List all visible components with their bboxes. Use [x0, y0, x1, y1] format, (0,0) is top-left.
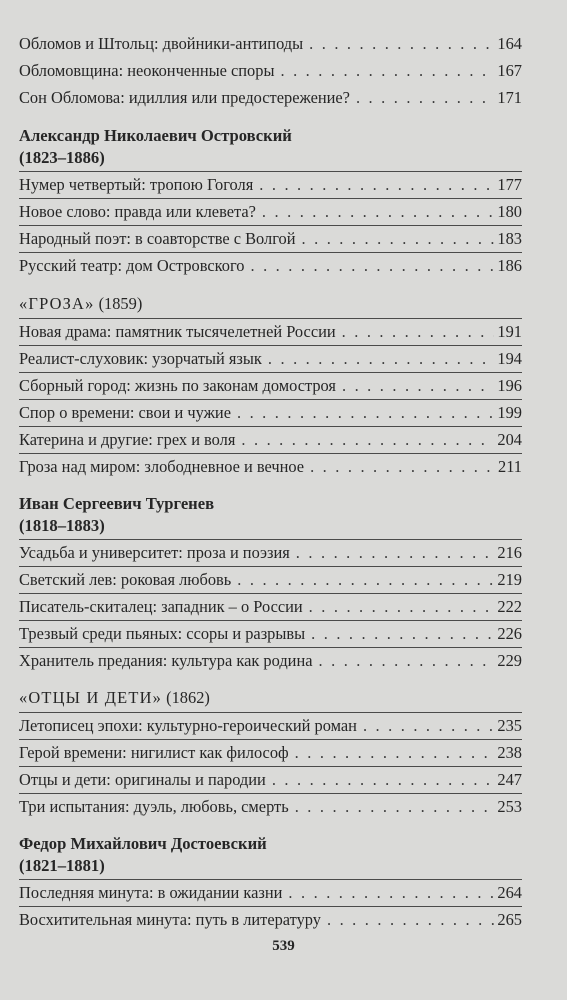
- entry-title: Народный поэт: в соавторстве с Волгой: [19, 229, 296, 248]
- entry-page: 219: [497, 570, 522, 589]
- entry-title: Восхитительная минута: путь в литературу: [19, 910, 321, 929]
- toc-entry[interactable]: [19, 621, 522, 647]
- dot-leader: [268, 346, 495, 372]
- entry-title: Гроза над миром: злободневное и вечное: [19, 457, 305, 476]
- toc-entry[interactable]: [19, 907, 522, 933]
- entry-title: Новое слово: правда или клевета?: [19, 202, 256, 221]
- dot-leader: [342, 373, 494, 399]
- entry-title: Сон Обломова: идиллия или предостережение?: [19, 88, 350, 107]
- entry-page: 222: [497, 597, 522, 616]
- toc-entry[interactable]: [19, 594, 522, 620]
- entry-title: Хранитель предания: культура как родина: [19, 651, 313, 670]
- entry-page: 229: [497, 651, 522, 670]
- toc-entry[interactable]: [19, 253, 522, 279]
- entry-page: 204: [497, 430, 522, 449]
- work-year: (1859): [98, 294, 143, 313]
- author-name: Иван Сергеевич Тургенев: [19, 494, 215, 513]
- work-heading: [19, 685, 522, 711]
- toc-entry[interactable]: [19, 740, 522, 766]
- entry-title: Летописец эпохи: культурно-героический роман: [19, 716, 357, 735]
- toc-entry[interactable]: [19, 58, 522, 84]
- dot-leader: [262, 199, 495, 225]
- entry-page: 194: [497, 349, 522, 368]
- entry-title: Новая драма: памятник тысячелетней России: [19, 322, 336, 341]
- toc-entry[interactable]: [19, 172, 522, 198]
- toc-entry[interactable]: [19, 373, 522, 399]
- entry-page: 253: [497, 797, 522, 816]
- dot-leader: [296, 540, 495, 566]
- entry-title: Писатель-скиталец: западник – о России: [19, 597, 303, 616]
- dot-leader: [342, 319, 495, 345]
- entry-page: 177: [497, 175, 522, 194]
- dot-leader: [356, 85, 494, 111]
- page-number: 539: [272, 938, 295, 954]
- dot-leader: [288, 880, 494, 906]
- dot-leader: [280, 58, 494, 84]
- entry-page: 247: [497, 770, 522, 789]
- entry-title: Последняя минута: в ожидании казни: [19, 883, 283, 902]
- entry-page: 186: [497, 256, 522, 275]
- dot-leader: [309, 31, 494, 57]
- entry-title: Спор о времени: свои и чужие: [19, 403, 231, 422]
- dot-leader: [309, 594, 495, 620]
- entry-page: 196: [497, 376, 522, 395]
- dot-leader: [327, 907, 494, 933]
- entry-title: Три испытания: дуэль, любовь, смерть: [19, 797, 289, 816]
- dot-leader: [250, 253, 494, 279]
- entry-title: Усадьба и университет: проза и поэзия: [19, 543, 290, 562]
- work-title: «ГРОЗА»: [19, 294, 95, 313]
- entry-page: 167: [497, 61, 522, 80]
- dot-leader: [237, 567, 494, 593]
- entry-title: Катерина и другие: грех и воля: [19, 430, 236, 449]
- toc-entry[interactable]: [19, 648, 522, 674]
- toc-entry[interactable]: [19, 767, 522, 793]
- toc-entry[interactable]: [19, 31, 522, 57]
- work-heading: [19, 291, 522, 317]
- toc-entry[interactable]: [19, 713, 522, 739]
- toc-entry[interactable]: [19, 880, 522, 906]
- dot-leader: [241, 427, 494, 453]
- toc-entry[interactable]: [19, 319, 522, 345]
- toc-entry[interactable]: [19, 400, 522, 426]
- author-name: Александр Николаевич Островский: [19, 126, 292, 145]
- entry-title: Реалист-слуховик: узорчатый язык: [19, 349, 262, 368]
- toc-entry[interactable]: [19, 540, 522, 566]
- entry-page: 180: [497, 202, 522, 221]
- dot-leader: [319, 648, 495, 674]
- entry-page: 264: [497, 883, 522, 902]
- entry-page: 238: [497, 743, 522, 762]
- author-years: (1818–1883): [19, 516, 105, 535]
- entry-page: 211: [498, 457, 522, 476]
- entry-title: Герой времени: нигилист как философ: [19, 743, 289, 762]
- entry-page: 183: [497, 229, 522, 248]
- entry-page: 199: [497, 403, 522, 422]
- entry-title: Обломовщина: неоконченные споры: [19, 61, 275, 80]
- entry-title: Обломов и Штольц: двойники-антиподы: [19, 34, 304, 53]
- entry-title: Светский лев: роковая любовь: [19, 570, 232, 589]
- dot-leader: [272, 767, 495, 793]
- dot-leader: [302, 226, 495, 252]
- work-year: (1862): [166, 688, 210, 707]
- entry-title: Трезвый среди пьяных: ссоры и разрывы: [19, 624, 306, 643]
- toc-entry[interactable]: [19, 427, 522, 453]
- dot-leader: [310, 454, 495, 480]
- dot-leader: [295, 740, 495, 766]
- toc-entry[interactable]: [19, 794, 522, 820]
- toc-entry[interactable]: [19, 454, 522, 480]
- entry-page: 235: [497, 716, 522, 735]
- dot-leader: [311, 621, 494, 647]
- dot-leader: [363, 713, 494, 739]
- entry-title: Сборный город: жизнь по законам домостроя: [19, 376, 336, 395]
- toc-entry[interactable]: [19, 567, 522, 593]
- author-years: (1823–1886): [19, 148, 105, 167]
- toc-entry[interactable]: [19, 85, 522, 111]
- author-name: Федор Михайлович Достоевский: [19, 834, 267, 853]
- entry-page: 191: [497, 322, 522, 341]
- entry-page: 216: [497, 543, 522, 562]
- toc-entry[interactable]: [19, 199, 522, 225]
- dot-leader: [259, 172, 494, 198]
- work-title: «ОТЦЫ И ДЕТИ»: [19, 688, 163, 707]
- dot-leader: [295, 794, 495, 820]
- author-years: (1821–1881): [19, 856, 105, 875]
- entry-page: 226: [497, 624, 522, 643]
- entry-page: 164: [497, 34, 522, 53]
- entry-title: Русский театр: дом Островского: [19, 256, 245, 275]
- entry-page: 265: [497, 910, 522, 929]
- entry-title: Нумер четвертый: тропою Гоголя: [19, 175, 254, 194]
- toc-entry[interactable]: [19, 346, 522, 372]
- entry-title: Отцы и дети: оригиналы и пародии: [19, 770, 266, 789]
- toc-entry[interactable]: [19, 226, 522, 252]
- entry-page: 171: [497, 88, 522, 107]
- dot-leader: [237, 400, 494, 426]
